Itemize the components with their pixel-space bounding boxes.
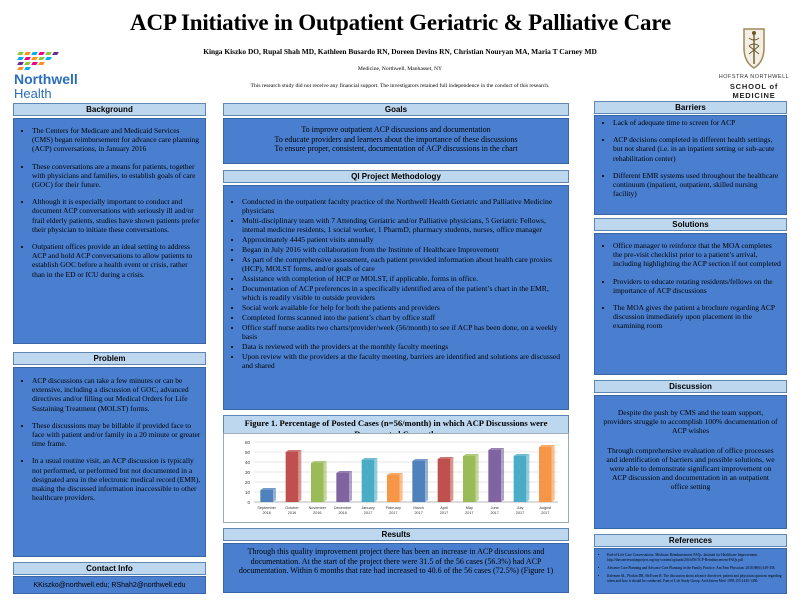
bar	[387, 475, 400, 502]
contact-section	[13, 576, 206, 594]
x-tick-label: 2017	[465, 511, 474, 515]
caduceus-icon	[741, 26, 767, 70]
y-tick-label: 50	[244, 450, 250, 455]
bar-side	[501, 448, 504, 502]
methodology-item: • Approximately 4445 patient visits annually	[242, 235, 562, 244]
results-heading: Results	[223, 528, 569, 541]
bar	[488, 450, 501, 502]
background-item: • These conversations are a means for patients, together with physicians and families, to establish goals of care (GOC) for their future.	[32, 162, 202, 190]
bar	[514, 456, 527, 502]
background-item: • The Centers for Medicare and Medicaid Services (CMS) began reimbursement for advance care planning (ACP) conversations, in January 2016	[32, 126, 202, 154]
methodology-item: • Upon review with the providers at the faculty meeting, barriers are identified and solutions are discussed and shared	[242, 352, 562, 370]
x-tick-label: April	[440, 506, 448, 510]
bar	[311, 463, 324, 502]
discussion-paragraph: Despite the push by CMS and the team support, providers struggle to accomplish 100% documentation of ACP wishes	[603, 408, 778, 436]
bar	[260, 490, 273, 502]
x-tick-label: October	[285, 506, 299, 510]
contact-emails: KKiszko@northwell.edu; RShah2@northwell.edu	[33, 582, 186, 589]
x-tick-label: December	[333, 506, 352, 510]
author-list: Kinga Kiszko DO, Rupal Shah MD, Kathleen Busardo RN, Doreen Devins RN, Christian Nouryan MA, Maria T Carney MD	[203, 47, 597, 56]
y-tick-label: 30	[244, 470, 250, 475]
x-tick-label: July	[516, 506, 524, 510]
goal-line: To improve outpatient ACP discussions and documentation	[301, 125, 491, 134]
school-of-medicine-text: SCHOOL of MEDICINE	[729, 82, 779, 100]
bar-side	[425, 459, 428, 502]
x-tick-label: 2017	[541, 511, 550, 515]
x-tick-label: 2017	[490, 511, 499, 515]
x-tick-label: 2016	[287, 511, 297, 515]
solution-item: • The MOA gives the patient a brochure regarding ACP discussion immediately upon placement in the examining room	[613, 303, 782, 331]
background-item: • Although it is especially important to conduct and document ACP conversations with seriously ill and/or frail elderly patients, studies have shown patients prefer their physician to initiate these conversations.	[32, 197, 202, 234]
problem-item: • These discussions may be billable if provided face to face with patient and/or family in a 20 minute or greater time frame.	[32, 421, 202, 449]
methodology-item: • Completed forms scanned into the patient’s chart by office staff	[242, 313, 562, 322]
references-section	[594, 548, 787, 594]
bar-side	[552, 445, 555, 502]
methodology-item: • Multi-disciplinary team with 7 Attending Geriatric and/or Palliative physicians, 5 Geriatric Fellows, internal medicine residents, 1 social worker, 1 PharmD, pharmacy students, nurses, office manager	[242, 216, 562, 234]
goal-line: To ensure proper, consistent, documentation of ACP discussions in the chart	[274, 144, 518, 153]
x-tick-label: September	[257, 506, 276, 510]
x-tick-label: 2017	[389, 511, 398, 515]
x-tick-label: 2017	[363, 511, 373, 515]
methodology-item: • Assistance with completion of HCP or MOLST, if applicable, forms in office.	[242, 274, 562, 283]
methodology-item: • Began in July 2016 with collaboration from the Institute of Healthcare Improvement	[242, 245, 562, 254]
goals-heading: Goals	[223, 103, 569, 116]
x-tick-label: January	[361, 506, 375, 510]
hofstra-northwell-text: HOFSTRA NORTHWELL	[718, 74, 790, 80]
bar-side	[273, 488, 276, 502]
x-tick-label: August	[539, 506, 552, 510]
y-tick-label: 0	[247, 500, 250, 505]
figure-title: Figure 1. Percentage of Posted Cases (n=56/month) in which ACP Discussions were	[223, 415, 569, 440]
barriers-heading: Barriers	[594, 101, 787, 114]
funding-statement: This research study did not receive any financial support. The investigators retained full independence in the conduct of this research.	[250, 83, 550, 89]
bar-side	[526, 454, 529, 502]
y-tick-label: 60	[244, 440, 250, 445]
barrier-item: • Lack of adequate time to screen for ACP	[613, 118, 782, 127]
x-tick-label: November	[308, 506, 327, 510]
discussion-section	[594, 395, 787, 529]
discussion-heading: Discussion	[594, 380, 787, 393]
bar-chart	[224, 434, 568, 522]
bar-side	[374, 458, 377, 502]
methodology-item: • Social work available for help for both the patients and providers	[242, 303, 562, 312]
goal-line: To educate providers and learners about the importance of these discussions	[274, 134, 518, 144]
methodology-item: • Documentation of ACP preferences in a specifically identified area of the patient’s chart in the EMR, which is readily visible to outside providers	[242, 284, 562, 302]
bar-side	[476, 454, 479, 502]
y-tick-label: 40	[244, 460, 250, 465]
solutions-section	[594, 233, 787, 375]
problem-item: • In a usual routine visit, an ACP discussion is typically not performed, or performed but not documented in a designated area in the electronic medical record (EMR), making the discussed information inaccessible to other healthcare providers.	[32, 456, 202, 502]
problem-item: • ACP discussions can take a few minutes or can be extensive, including a discussion of GOC, advanced directives and/or filling out Medical Orders for Life Sustaining Treatment (MOLST) forms.	[32, 376, 202, 413]
x-tick-label: 2016	[313, 511, 322, 515]
x-tick-label: June	[490, 506, 499, 510]
goals-section	[223, 118, 569, 164]
barriers-section	[594, 115, 787, 215]
bar	[438, 459, 451, 502]
hofstra-logo	[710, 26, 800, 98]
bar-side	[349, 471, 352, 502]
results-text: Through this quality improvement project there has been an increase in ACP discussions and documentation. At the start of the project there were 31.5 of the 56 cases (56.3%) had ACP documentation. Within 6 months that rate had increased to 40.6 of the 56 cases (72.5%) (Figure 1)	[238, 547, 554, 576]
barrier-item: • ACP decisions completed in different health settings, but not shared (i.e. in an inpatient setting or sub-acute rehabilitation center)	[613, 135, 782, 163]
bar-side	[400, 473, 403, 502]
methodology-item: • Conducted in the outpatient faculty practice of the Northwell Health Geriatric and Palliative Medicine physicians	[242, 197, 562, 215]
x-tick-label: 2017	[414, 511, 423, 515]
x-tick-label: 2016	[338, 511, 347, 515]
bar-side	[298, 450, 301, 502]
y-tick-label: 20	[244, 480, 250, 485]
contact-heading: Contact Info	[13, 562, 206, 575]
figure-1-chart	[223, 433, 569, 523]
x-tick-label: 2016	[262, 511, 271, 515]
x-tick-label: 2017	[439, 511, 449, 515]
methodology-heading: QI Project Methodology	[223, 170, 569, 183]
solutions-heading: Solutions	[594, 218, 787, 231]
methodology-item: • Data is reviewed with the providers at the monthly faculty meetings	[242, 342, 562, 351]
northwell-wordmark: Northwell	[14, 71, 78, 87]
bar	[362, 460, 375, 502]
affiliation: Medicine, Northwell, Manhasset, NY	[357, 66, 443, 72]
methodology-section	[223, 185, 569, 410]
bar-side	[450, 457, 453, 502]
barrier-item: • Different EMR systems used throughout the healthcare continuum (inpatient, outpatient, skilled nursing facility)	[613, 171, 782, 199]
x-tick-label: 2017	[515, 511, 525, 515]
reference-item: • Kelemen AL, Plotkin DR, McEwen R. The discussion about advance directives: patient and physician opinions regarding when and how it should be conducted. Fam of Life Study Group. Arch Intern Med. 1995;155:1445-1450.	[607, 574, 782, 584]
background-heading: Background	[13, 103, 206, 116]
discussion-paragraph: Through comprehensive evaluation of office processes and identification of barriers and possible solutions, we were able to demonstrate significant improvement on ACP discussion and documentation in an outpatient office setting	[606, 445, 775, 492]
bar	[412, 461, 425, 502]
results-section	[223, 543, 569, 593]
methodology-item: • As part of the comprehensive assessment, each patient provided information about health care proxies (HCP), MOLST forms, and/or goals of care	[242, 255, 562, 273]
x-tick-label: February	[385, 506, 401, 510]
poster-title: ACP Initiative in Outpatient Geriatric & Palliative Care	[130, 10, 671, 35]
reference-item: • End-of-Life Care Conversations: Medicare Reimbursement FAQs. Institute for Healthcare Improvement. http://theconversationproject.org/wp-content/uploads/2016/06/TCP-Reimbursement-FAQs.pdf	[607, 553, 782, 563]
reference-item: • Advance Care Planning and Advance Care Planning in the Family Practice. Am Fam Physician. 2018;98(6):349-358.	[607, 566, 782, 571]
northwell-health-logo	[12, 52, 92, 102]
solution-item: • Providers to educate rotating residents/fellows on the importance of ACP discussions	[613, 277, 782, 295]
bar	[286, 452, 299, 502]
problem-section	[13, 367, 206, 557]
logo-dots-icon	[14, 52, 64, 70]
x-tick-label: May	[465, 506, 473, 510]
references-heading: References	[594, 534, 787, 547]
health-wordmark: Health	[14, 86, 52, 101]
bar	[539, 447, 552, 502]
bar	[463, 456, 476, 502]
solution-item: • Office manager to reinforce that the MOA completes the pre-visit checklist prior to a patient’s arrival, including highlighting the ACP section if not completed	[613, 241, 782, 269]
background-item: • Outpatient offices provide an ideal setting to address ACP and hold ACP conversations to allow patients to establish GOC before a health event or crisis, rather than in the ED or ICU during a crisis.	[32, 242, 202, 279]
y-tick-label: 10	[244, 490, 250, 495]
problem-heading: Problem	[13, 352, 206, 365]
bar	[336, 473, 349, 502]
x-tick-label: March	[413, 506, 424, 510]
background-section	[13, 118, 206, 344]
bar-side	[324, 461, 327, 502]
methodology-item: • Office staff nurse audits two charts/provider/week (56/month) to see if ACP has been done, on a weekly basis	[242, 323, 562, 341]
